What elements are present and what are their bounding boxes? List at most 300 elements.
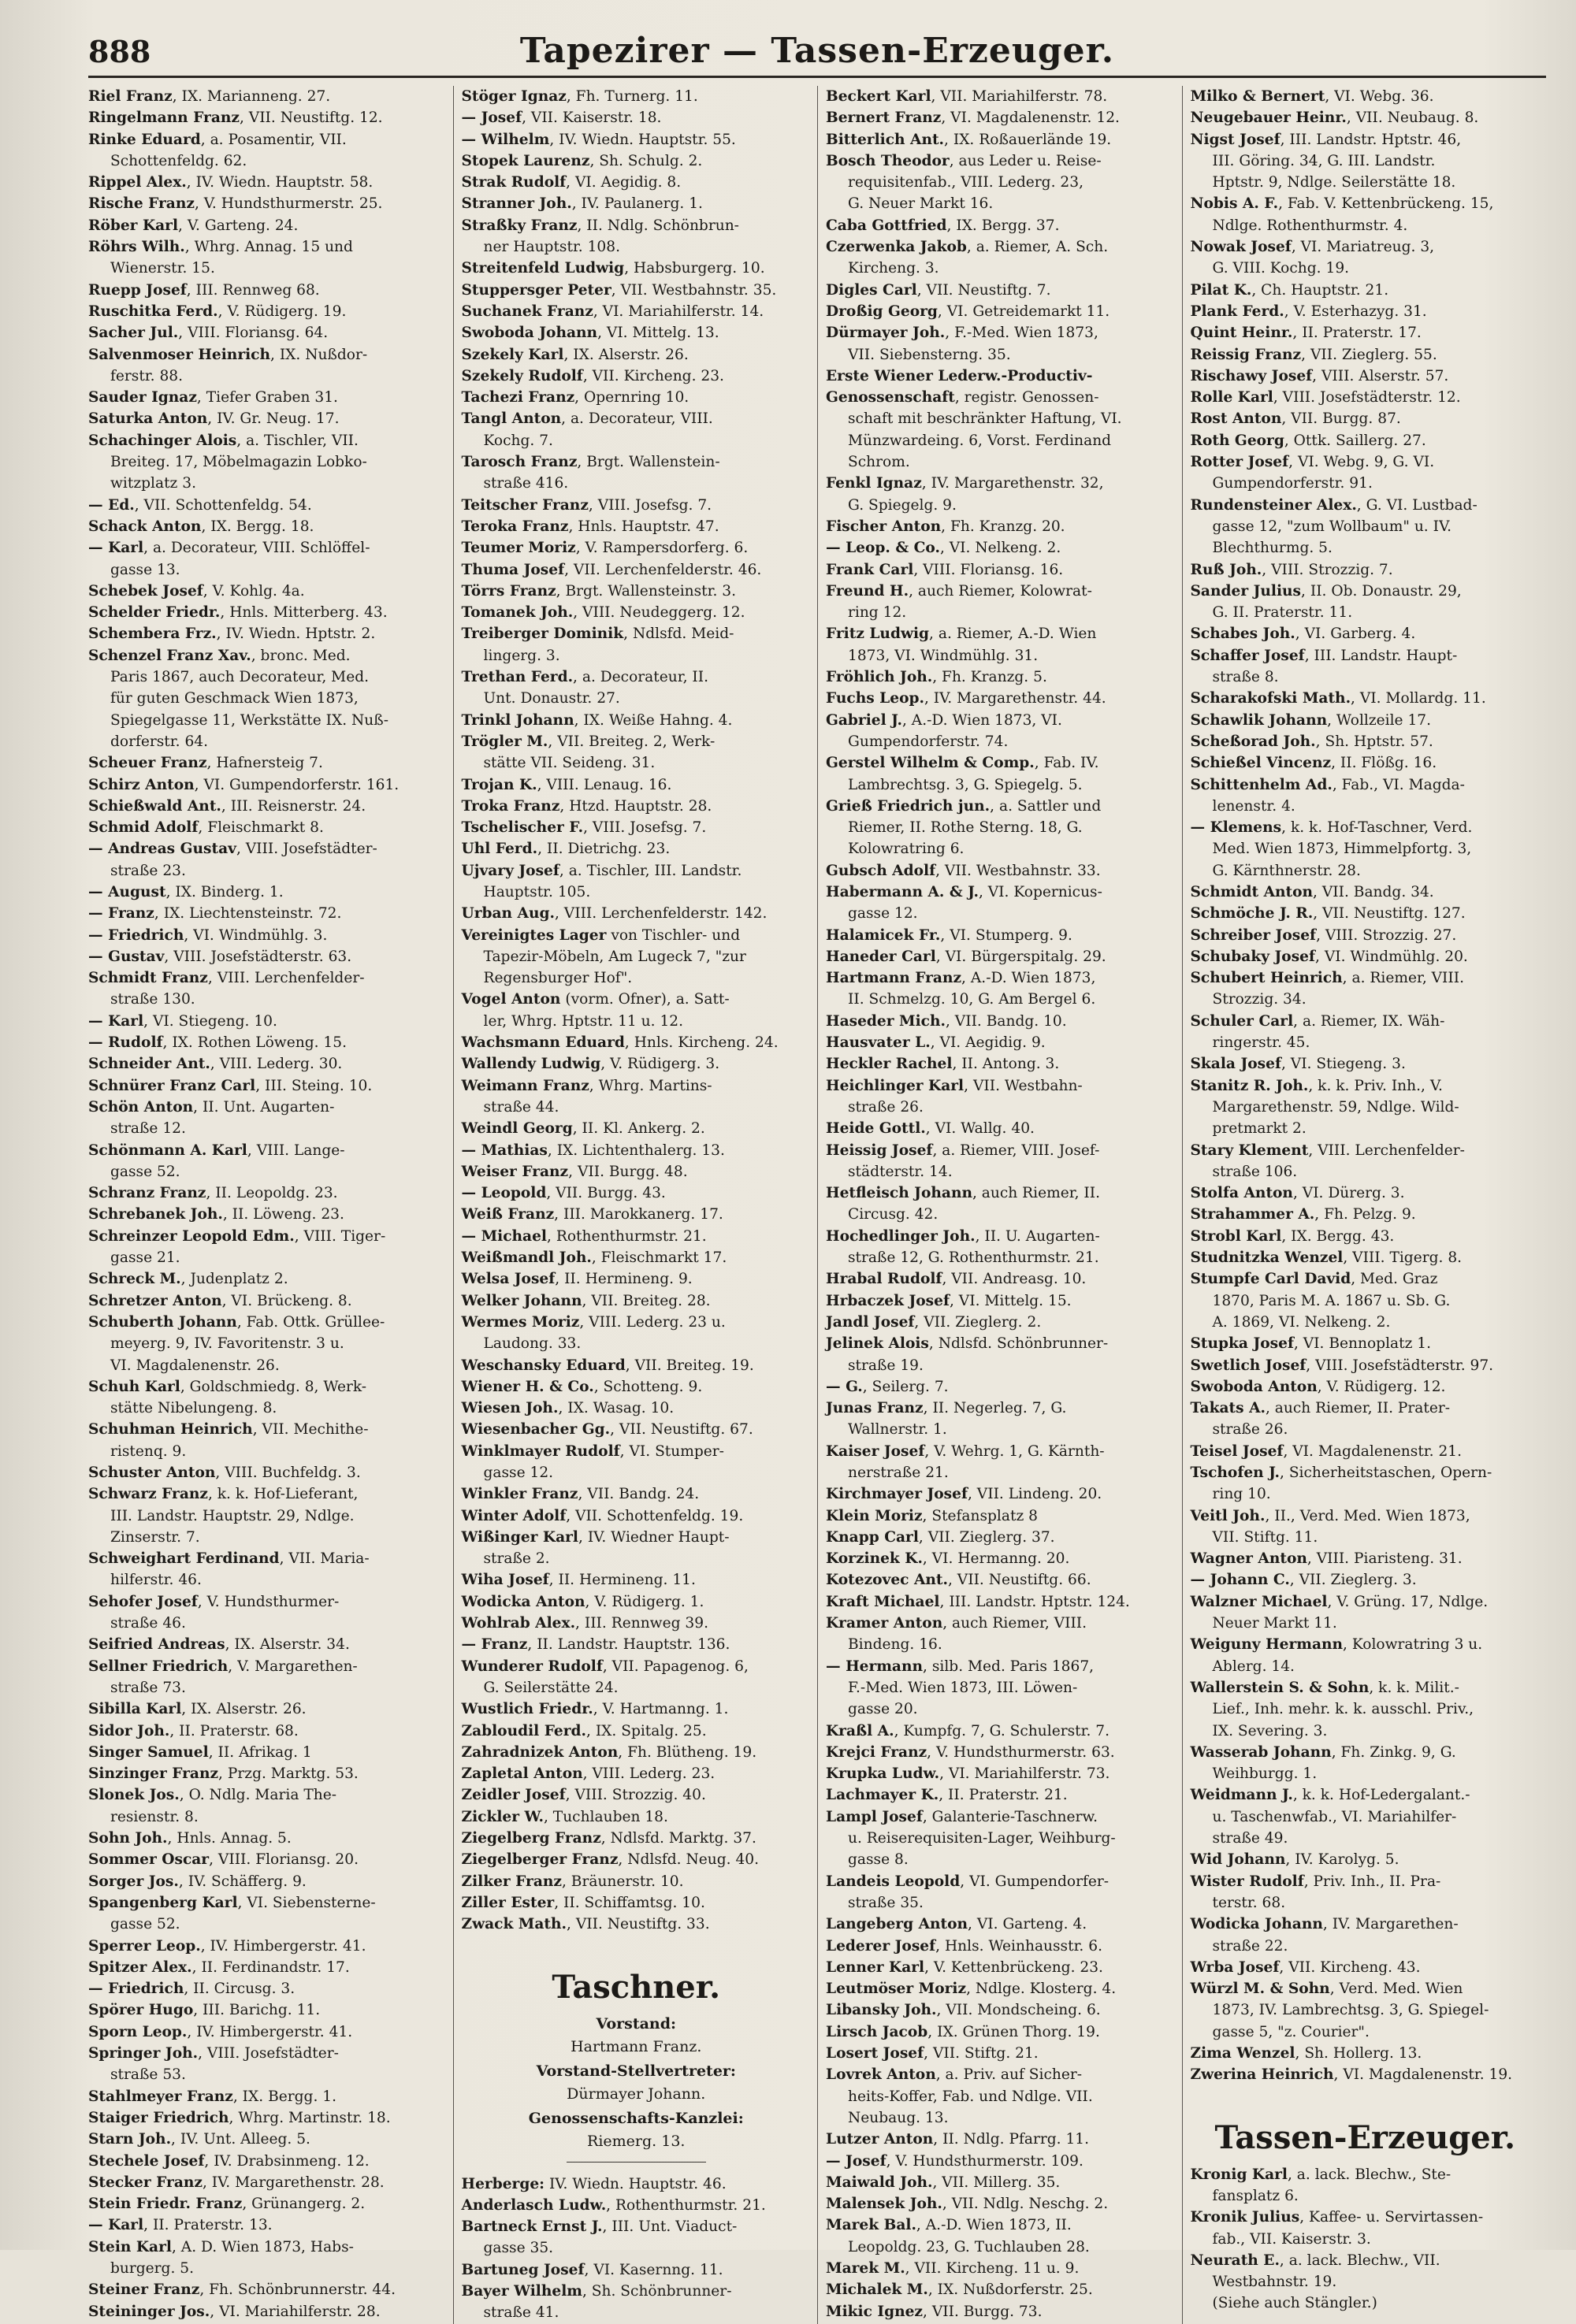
entry-continuation bbox=[1191, 258, 1541, 279]
entry-continuation bbox=[826, 1892, 1176, 1914]
entry-address: , VII. Millerg. 35. bbox=[932, 2174, 1061, 2191]
entry-address: Spiegelgasse 11, Werkstätte IX. Nuß- bbox=[110, 711, 388, 729]
entry-name: Rundensteiner Alex. bbox=[1190, 496, 1357, 514]
entry-continuation bbox=[462, 1677, 812, 1698]
entry-name: Grieß Friedrich jun. bbox=[826, 797, 991, 815]
directory-entry bbox=[88, 796, 447, 817]
directory-entry bbox=[462, 1505, 812, 1527]
directory-entry bbox=[88, 1936, 447, 1957]
entry-address: gasse 35. bbox=[483, 2240, 554, 2257]
entry-name: — Franz bbox=[88, 905, 154, 923]
directory-entry bbox=[826, 1569, 1176, 1591]
directory-entry bbox=[462, 280, 812, 301]
entry-continuation bbox=[1191, 1806, 1541, 1828]
entry-continuation bbox=[1191, 1892, 1541, 1914]
entry-address: , a. Decorateur, VIII. bbox=[561, 410, 713, 428]
directory-entry bbox=[826, 1226, 1176, 1247]
directory-entry bbox=[1191, 903, 1541, 924]
entry-name: Stahlmeyer Franz bbox=[88, 2088, 233, 2105]
directory-entry bbox=[1191, 1053, 1541, 1075]
directory-entry bbox=[462, 2259, 812, 2281]
entry-address: , IX. Bergg. 37. bbox=[946, 217, 1060, 234]
entry-continuation bbox=[826, 258, 1176, 279]
entry-name: Schmidt Anton bbox=[1190, 883, 1314, 900]
entry-name: Haneder Carl bbox=[826, 948, 936, 965]
entry-name: Ringelmann Franz bbox=[88, 110, 240, 127]
entry-name: Wunderer Rudolf bbox=[461, 1658, 603, 1675]
entry-address: IV. Wiedn. Hauptstr. 46. bbox=[545, 2175, 727, 2192]
entry-address: , VIII. Josefstädter- bbox=[236, 841, 377, 858]
entry-name: Troka Franz bbox=[461, 797, 560, 815]
entry-address: , Htzd. Hauptstr. 28. bbox=[559, 797, 712, 815]
entry-name: Sauder Ignaz bbox=[88, 389, 197, 407]
entry-address: , Sh. Schönbrunner- bbox=[582, 2283, 732, 2300]
entry-address: , V. Rüdigerg. 19. bbox=[217, 303, 347, 320]
entry-name: Rolle Karl bbox=[1190, 389, 1273, 407]
entry-address: , VI. Mariahilferstr. 28. bbox=[210, 2303, 381, 2320]
entry-name: Beckert Karl bbox=[826, 88, 931, 105]
directory-entry bbox=[826, 1182, 1176, 1204]
entry-address: gasse 12, "zum Wollbaum" u. IV. bbox=[1212, 518, 1452, 535]
entry-continuation bbox=[826, 1677, 1176, 1698]
entry-address: , II. Schiffamtsg. 10. bbox=[554, 1894, 705, 1911]
directory-entry bbox=[462, 1613, 812, 1634]
directory-entry bbox=[462, 215, 812, 236]
entry-name: Schreinzer Leopold Edm. bbox=[88, 1227, 295, 1245]
entry-address: lenenstr. 4. bbox=[1212, 797, 1295, 815]
entry-address: , II. Afrikag. 1 bbox=[208, 1743, 312, 1761]
entry-address: , V. Hundsthurmerstr. 63. bbox=[927, 1743, 1115, 1761]
entry-address: straße 2. bbox=[483, 1550, 550, 1568]
entry-address: , VIII. Strozzig. 27. bbox=[1316, 926, 1457, 944]
directory-entry bbox=[1191, 451, 1541, 473]
entry-address: , II. Negerleg. 7, G. bbox=[923, 1400, 1067, 1417]
entry-address: u. Taschenwfab., VI. Mariahilfer- bbox=[1212, 1808, 1457, 1825]
entry-continuation bbox=[88, 1333, 447, 1354]
entry-continuation bbox=[88, 150, 447, 172]
directory-entry bbox=[1191, 1634, 1541, 1655]
directory-entry bbox=[88, 1999, 447, 2021]
entry-address: , Tuchlauben 18. bbox=[543, 1808, 668, 1825]
directory-entry bbox=[88, 1634, 447, 1655]
directory-entry bbox=[1191, 1742, 1541, 1763]
entry-name: Tachezi Franz bbox=[461, 389, 575, 407]
entry-address: , VIII. Lederg. 23. bbox=[582, 1765, 716, 1783]
entry-address: , IV. Wiedn. Hauptstr. 58. bbox=[186, 174, 374, 191]
entry-name: Kraft Michael bbox=[826, 1593, 940, 1610]
entry-name: Schittenhelm Ad. bbox=[1190, 776, 1333, 793]
directory-entry bbox=[88, 280, 447, 301]
entry-address: , V. Hundsthurmerstr. 109. bbox=[886, 2152, 1084, 2170]
entry-address: , VII. Neustiftg. 33. bbox=[567, 1916, 710, 1933]
entry-address: , VII. Kircheng. 11 u. 9. bbox=[905, 2259, 1080, 2277]
entry-address: , VI. Magdalenenstr. 19. bbox=[1333, 2066, 1513, 2084]
directory-entry bbox=[462, 602, 812, 623]
entry-address: , V. Kohlg. 4a. bbox=[203, 582, 305, 600]
entry-address: , IV. Drabsinmeng. 12. bbox=[204, 2152, 370, 2170]
directory-entry bbox=[88, 1097, 447, 1118]
entry-address: , VIII. Lerchenfelder- bbox=[207, 970, 365, 987]
directory-entry bbox=[462, 581, 812, 602]
entry-address: , VI. Garberg. 4. bbox=[1295, 626, 1416, 643]
directory-entry bbox=[88, 1483, 447, 1505]
entry-name: Sohn Joh. bbox=[88, 1830, 168, 1847]
directory-entry bbox=[1191, 387, 1541, 408]
directory-entry bbox=[462, 1656, 812, 1677]
entry-address: , III. Unt. Viaduct- bbox=[602, 2218, 738, 2236]
entry-address: , VII. Kaiserstr. 18. bbox=[522, 110, 662, 127]
directory-entry bbox=[1191, 1784, 1541, 1806]
directory-entry bbox=[462, 1247, 812, 1268]
entry-name: Sehofer Josef bbox=[88, 1593, 198, 1610]
entry-name: — Rudolf bbox=[88, 1034, 163, 1052]
entry-address: , VIII. Lerchenfelderstr. 142. bbox=[554, 905, 768, 923]
directory-entry bbox=[826, 473, 1176, 494]
entry-continuation bbox=[826, 989, 1176, 1010]
entry-address: meyerg. 9, IV. Favoritenstr. 3 u. bbox=[110, 1335, 344, 1353]
directory-entry bbox=[1191, 1871, 1541, 1892]
entry-name: Weißmandl Joh. bbox=[461, 1249, 592, 1267]
entry-name: Marek M. bbox=[826, 2259, 905, 2277]
entry-name: Malensek Joh. bbox=[826, 2196, 942, 2213]
entry-continuation bbox=[826, 1462, 1176, 1483]
entry-name: Veitl Joh. bbox=[1190, 1507, 1266, 1524]
directory-entry bbox=[1191, 1376, 1541, 1398]
entry-address: , VIII. Josefstädterstr. 12. bbox=[1273, 389, 1461, 407]
entry-address: gasse 21. bbox=[110, 1249, 180, 1267]
directory-entry bbox=[826, 1032, 1176, 1053]
entry-name: Wodicka Johann bbox=[1190, 1916, 1323, 1933]
entry-name: Teumer Moriz bbox=[461, 540, 576, 557]
entry-name: Winklmayer Rudolf bbox=[461, 1442, 620, 1460]
entry-address: , VII. Zieglerg. 2. bbox=[914, 1313, 1042, 1331]
directory-entry bbox=[88, 2301, 447, 2322]
directory-entry bbox=[462, 1742, 812, 1763]
directory-entry bbox=[826, 2258, 1176, 2279]
entry-name: — Friedrich bbox=[88, 1981, 184, 1998]
entry-address: , IX. Wasag. 10. bbox=[558, 1400, 675, 1417]
directory-entry bbox=[826, 581, 1176, 602]
directory-entry bbox=[88, 1656, 447, 1677]
entry-continuation bbox=[826, 774, 1176, 796]
directory-entry bbox=[826, 1656, 1176, 1677]
entry-continuation bbox=[462, 2237, 812, 2259]
entry-address: G. Neuer Markt 16. bbox=[848, 195, 994, 213]
directory-entry bbox=[1191, 645, 1541, 666]
entry-name: Zahradnizek Anton bbox=[461, 1743, 619, 1761]
entry-address: , II. Löweng. 23. bbox=[222, 1206, 344, 1223]
entry-address: Bindeng. 16. bbox=[848, 1636, 942, 1654]
entry-address: , III. Landstr. Hptstr. 46, bbox=[1280, 131, 1462, 148]
entry-continuation bbox=[88, 1914, 447, 1935]
entry-name: Weiß Franz bbox=[461, 1206, 555, 1223]
entry-address: VI. Magdalenenstr. 26. bbox=[110, 1357, 280, 1374]
entry-address: , VII. Kircheng. 43. bbox=[1279, 1958, 1421, 1976]
entry-address: , VI. Aegidig. 8. bbox=[566, 174, 682, 191]
directory-entry bbox=[826, 1721, 1176, 1742]
entry-name: Tschelischer F. bbox=[461, 819, 584, 837]
entry-address: , IX. Rothen Löweng. 15. bbox=[162, 1034, 347, 1052]
directory-entry bbox=[826, 280, 1176, 301]
directory-entry bbox=[1191, 1204, 1541, 1225]
entry-continuation bbox=[826, 731, 1176, 752]
entry-address: von Tischler- und bbox=[606, 926, 741, 944]
entry-address: , VIII. Piaristeng. 31. bbox=[1307, 1550, 1463, 1568]
entry-name: Schelder Friedr. bbox=[88, 604, 221, 622]
entry-address: , VI. Mariahilferstr. 73. bbox=[939, 1765, 1110, 1783]
directory-entry bbox=[88, 1591, 447, 1613]
entry-address: straße 106. bbox=[1212, 1163, 1298, 1180]
directory-entry bbox=[88, 1376, 447, 1398]
directory-entry bbox=[462, 1634, 812, 1655]
entry-address: , Tiefer Graben 31. bbox=[196, 389, 338, 407]
entry-address: Hauptstr. 105. bbox=[483, 883, 591, 900]
directory-entry bbox=[826, 1140, 1176, 1161]
entry-name: Szekely Rudolf bbox=[461, 367, 583, 384]
directory-entry bbox=[826, 2064, 1176, 2085]
entry-address: F.-Med. Wien 1873, III. Löwen- bbox=[848, 1679, 1078, 1696]
entry-name: Klein Moriz bbox=[826, 1507, 923, 1524]
directory-entry bbox=[88, 2107, 447, 2129]
entry-name: Wiener H. & Co. bbox=[461, 1378, 594, 1395]
entry-address: , VII. Ndlg. Neschg. 2. bbox=[942, 2196, 1109, 2213]
directory-entry bbox=[88, 1849, 447, 1870]
directory-entry bbox=[1191, 1505, 1541, 1527]
directory-entry bbox=[1191, 1591, 1541, 1613]
directory-entry bbox=[1191, 430, 1541, 451]
entry-continuation bbox=[1191, 2021, 1541, 2043]
directory-entry bbox=[462, 387, 812, 408]
entry-address: , Fh. Kranzg. 5. bbox=[932, 669, 1047, 686]
entry-name: — Franz bbox=[461, 1636, 528, 1654]
entry-name: Hausvater L. bbox=[826, 1034, 931, 1052]
directory-entry bbox=[826, 215, 1176, 236]
entry-continuation bbox=[88, 989, 447, 1010]
entry-continuation bbox=[1191, 537, 1541, 559]
directory-entry bbox=[88, 1053, 447, 1075]
entry-address: , VII. Breiteg. 28. bbox=[582, 1292, 711, 1309]
directory-entry bbox=[1191, 280, 1541, 301]
entry-name: Anderlasch Ludw. bbox=[461, 2196, 607, 2214]
entry-name: — Hermann bbox=[826, 1658, 924, 1675]
entry-address: , Priv. Inh., II. Pra- bbox=[1303, 1873, 1441, 1890]
entry-name: Ruschitka Ferd. bbox=[88, 303, 218, 320]
entry-address: ler, Whrg. Hptstr. 11 u. 12. bbox=[483, 1012, 684, 1030]
entry-name: Weiguny Hermann bbox=[1190, 1636, 1344, 1654]
column-3 bbox=[817, 86, 1182, 2324]
entry-address: fansplatz 6. bbox=[1212, 2187, 1299, 2204]
entry-name: Rischawy Josef bbox=[1190, 367, 1313, 384]
entry-address: , A. D. Wien 1873, Habs- bbox=[171, 2238, 354, 2255]
entry-address: Strozzig. 34. bbox=[1212, 991, 1307, 1008]
entry-address: , V. Margarethen- bbox=[228, 1658, 358, 1675]
directory-entry bbox=[826, 1591, 1176, 1613]
directory-entry bbox=[462, 1182, 812, 1204]
entry-address: pretmarkt 2. bbox=[1212, 1120, 1307, 1138]
directory-entry bbox=[462, 172, 812, 193]
directory-entry bbox=[826, 1936, 1176, 1957]
entry-address: , Fab., VI. Magda- bbox=[1332, 776, 1465, 793]
entry-name: Sidor Joh. bbox=[88, 1722, 170, 1739]
directory-entry bbox=[462, 1118, 812, 1139]
entry-address: , II., Verd. Med. Wien 1873, bbox=[1265, 1507, 1470, 1524]
entry-name: Wallendy Ludwig bbox=[461, 1056, 601, 1073]
directory-entry bbox=[88, 1462, 447, 1483]
entry-continuation bbox=[1191, 1936, 1541, 1957]
entry-address: , Fh. Turnerg. 11. bbox=[566, 88, 698, 105]
entry-name: Stupka Josef bbox=[1190, 1335, 1294, 1353]
entry-name: — Michael bbox=[461, 1227, 547, 1245]
directory-entry bbox=[1191, 2064, 1541, 2085]
directory-entry bbox=[88, 2021, 447, 2043]
entry-address: , VIII. Lederg. 23 u. bbox=[579, 1313, 726, 1331]
entry-address: , Brgt. Wallensteinstr. 3. bbox=[556, 582, 737, 600]
entry-continuation bbox=[826, 193, 1176, 214]
entry-address: , k. k. Hof-Taschner, Verd. bbox=[1281, 819, 1473, 837]
entry-address: straße 130. bbox=[110, 991, 195, 1008]
entry-name: Thuma Josef bbox=[461, 561, 565, 578]
directory-entry bbox=[88, 430, 447, 451]
entry-continuation bbox=[1191, 838, 1541, 859]
entry-address: dorferstr. 64. bbox=[110, 733, 209, 750]
directory-entry bbox=[826, 86, 1176, 107]
entry-address: , VI. Windmühlg. 3. bbox=[184, 926, 328, 944]
entry-name: Zima Wenzel bbox=[1190, 2045, 1295, 2062]
entry-address: , Sh. Hollerg. 13. bbox=[1295, 2045, 1422, 2062]
entry-name: Schuster Anton bbox=[88, 1465, 216, 1481]
entry-address: requisitenfab., VIII. Lederg. 23, bbox=[848, 174, 1084, 191]
entry-address: straße 46. bbox=[110, 1615, 186, 1632]
entry-continuation bbox=[826, 2237, 1176, 2258]
entry-name: — Mathias bbox=[461, 1142, 548, 1159]
entry-name: Lovrek Anton bbox=[826, 2066, 936, 2084]
entry-name: Weschansky Eduard bbox=[461, 1357, 626, 1374]
entry-address: , a. Riemer, A.-D. Wien bbox=[929, 626, 1097, 643]
entry-name: Röber Karl bbox=[88, 217, 179, 234]
entry-name: Stary Klement bbox=[1190, 1142, 1309, 1159]
entry-address: gasse 5, "z. Courier". bbox=[1212, 2023, 1370, 2040]
entry-name: Zabloudil Ferd. bbox=[461, 1722, 586, 1739]
entry-address: Westbahnstr. 19. bbox=[1212, 2274, 1337, 2291]
entry-continuation bbox=[826, 2107, 1176, 2129]
entry-name: Korzinek K. bbox=[826, 1550, 923, 1568]
directory-entry bbox=[826, 2214, 1176, 2236]
directory-entry bbox=[826, 2172, 1176, 2193]
entry-address: straße 12. bbox=[110, 1120, 186, 1138]
entry-address: , II. Kl. Ankerg. 2. bbox=[572, 1120, 705, 1138]
directory-entry bbox=[826, 236, 1176, 258]
entry-name: Schuhman Heinrich bbox=[88, 1421, 253, 1439]
entry-address: , VI. Garteng. 4. bbox=[968, 1916, 1087, 1933]
directory-entry bbox=[462, 1355, 812, 1376]
directory-entry bbox=[826, 1527, 1176, 1548]
directory-entry bbox=[826, 559, 1176, 581]
entry-address: gasse 52. bbox=[110, 1163, 180, 1180]
entry-name: Schießwald Ant. bbox=[88, 797, 221, 815]
entry-name: Teitscher Franz bbox=[461, 496, 589, 514]
entry-address: , a. Riemer, IX. Wäh- bbox=[1293, 1012, 1445, 1030]
directory-entry bbox=[826, 129, 1176, 150]
entry-address: , Fab. IV. bbox=[1034, 755, 1099, 772]
entry-address: , III. Steing. 10. bbox=[255, 1077, 373, 1094]
entry-continuation bbox=[88, 451, 447, 473]
entry-name: Dürmayer Joh. bbox=[826, 325, 946, 342]
entry-address: III. Landstr. Hauptstr. 29, Ndlge. bbox=[110, 1507, 355, 1524]
entry-continuation bbox=[1191, 1656, 1541, 1677]
directory-entry bbox=[1191, 1247, 1541, 1268]
entry-name: Wister Rudolf bbox=[1190, 1873, 1304, 1890]
entry-name: — G. bbox=[826, 1378, 863, 1395]
entry-name: Skala Josef bbox=[1190, 1056, 1281, 1073]
directory-entry bbox=[826, 1957, 1176, 1978]
entry-name: Teroka Franz bbox=[461, 518, 569, 535]
entry-name: Sellner Friedrich bbox=[88, 1658, 229, 1675]
entry-name: Maiwald Joh. bbox=[826, 2174, 933, 2191]
entry-address: , Fh. Zinkg. 9, G. bbox=[1331, 1743, 1456, 1761]
entry-address: , VIII. Floriansg. 16. bbox=[913, 561, 1064, 578]
entry-address: , a. Tischler, VII. bbox=[236, 432, 359, 449]
entry-address: , IX. Alserstr. 26. bbox=[181, 1701, 307, 1718]
entry-continuation bbox=[1191, 1613, 1541, 1634]
entry-address: , VIII. Strozzig. 7. bbox=[1262, 561, 1393, 578]
directory-entry bbox=[826, 796, 1176, 817]
directory-entry bbox=[88, 623, 447, 644]
entry-address: straße 23. bbox=[110, 862, 186, 879]
directory-entry bbox=[1191, 817, 1541, 838]
directory-entry bbox=[826, 1483, 1176, 1505]
directory-entry bbox=[826, 1999, 1176, 2021]
entry-name: — Friedrich bbox=[88, 926, 184, 944]
directory-entry bbox=[462, 989, 812, 1010]
entry-name: Wohlrab Alex. bbox=[461, 1615, 576, 1632]
directory-entry bbox=[1191, 2207, 1541, 2228]
entry-address: gasse 52. bbox=[110, 1916, 180, 1933]
entry-name: Jelinek Alois bbox=[826, 1335, 929, 1353]
directory-entry bbox=[88, 1892, 447, 1914]
entry-address: , VII. Stiftg. 21. bbox=[924, 2045, 1039, 2062]
entry-name: Schneider Ant. bbox=[88, 1056, 210, 1073]
entry-address: , IX. Roßauerlände 19. bbox=[944, 131, 1112, 148]
directory-entry bbox=[1191, 1140, 1541, 1161]
directory-entry bbox=[88, 581, 447, 602]
entry-continuation bbox=[826, 1849, 1176, 1870]
entry-address: , VIII. Lenaug. 16. bbox=[537, 776, 672, 793]
directory-entry bbox=[88, 925, 447, 946]
entry-address: lingerg. 3. bbox=[483, 647, 560, 664]
entry-continuation bbox=[1191, 1999, 1541, 2021]
entry-name: Winkler Franz bbox=[461, 1486, 578, 1503]
entry-continuation bbox=[88, 1569, 447, 1591]
entry-continuation bbox=[462, 645, 812, 666]
entry-address: , III. Marokkanerg. 17. bbox=[554, 1206, 723, 1223]
directory-entry bbox=[462, 1828, 812, 1849]
entry-name: Stein Friedr. Franz bbox=[88, 2196, 243, 2213]
entry-address: schaft mit beschränkter Haftung, VI. bbox=[848, 410, 1122, 428]
entry-address: , VIII. Lange- bbox=[247, 1142, 345, 1159]
entry-name: Würzl M. & Sohn bbox=[1190, 1981, 1330, 1998]
entry-continuation bbox=[88, 666, 447, 688]
entry-name: Sibilla Karl bbox=[88, 1701, 182, 1718]
directory-entry bbox=[1191, 1333, 1541, 1354]
entry-name: Schrebanek Joh. bbox=[88, 1206, 223, 1223]
entry-address: , Whrg. Annag. 15 und bbox=[184, 239, 353, 256]
directory-entry bbox=[462, 731, 812, 752]
entry-address: städterstr. 14. bbox=[848, 1163, 953, 1180]
entry-address: , a. Sattler und bbox=[990, 797, 1102, 815]
entry-address: , Med. Graz bbox=[1351, 1271, 1438, 1288]
entry-name: Lederer Josef bbox=[826, 1937, 936, 1955]
entry-address: , II. Ob. Donaustr. 29, bbox=[1301, 582, 1462, 600]
